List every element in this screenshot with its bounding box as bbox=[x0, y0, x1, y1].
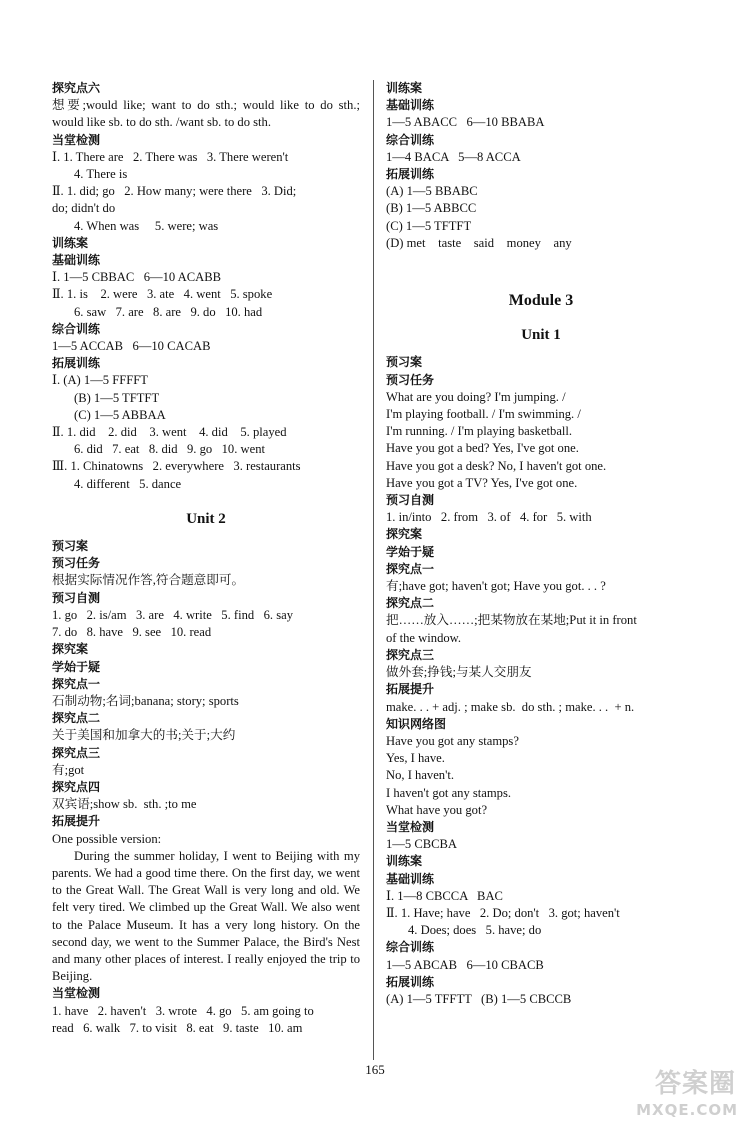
answer-line: (A) 1—5 TFFTT (B) 1—5 CBCCB bbox=[386, 991, 572, 1006]
answer-line: 7. do 8. have 9. see 10. read bbox=[52, 625, 212, 640]
section-heading: 基础训练 bbox=[386, 871, 435, 886]
section-heading: 预习自测 bbox=[52, 590, 101, 605]
answer-line: 1—5 ABCAB 6—10 CBACB bbox=[386, 957, 544, 972]
section-heading: 综合训练 bbox=[386, 940, 435, 955]
section-heading: 探究点一 bbox=[52, 676, 101, 691]
answer-line: One possible version: bbox=[52, 831, 162, 846]
essay-paragraph: During the summer holiday, I went to Beijing with my parents. We had a good time there. On the first day, we went to the Great Wall. The Great Wall is very long and old. We felt very tired. We climbed up the Great Wall. We also went to the Palace Museum. It has a very long history. On the second day, we went to the Summer Palace, the Bird's Nest and many other places of interest. I really enjoyed the trip to Beijing. bbox=[52, 848, 360, 984]
section-heading: 探究点二 bbox=[386, 596, 435, 611]
left-column bbox=[52, 80, 360, 1037]
answer-line: Have you got a desk? No, I haven't got one. bbox=[386, 458, 607, 473]
answer-line: What have you got? bbox=[386, 802, 488, 817]
answer-line: do; didn't do bbox=[52, 201, 116, 216]
section-heading: 预习任务 bbox=[386, 372, 435, 387]
section-heading: 训练案 bbox=[52, 235, 89, 250]
answer-line: (C) 1—5 ABBAA bbox=[74, 407, 166, 422]
answer-line: 4. There is bbox=[74, 167, 128, 182]
answer-line: No, I haven't. bbox=[386, 768, 455, 783]
answer-line: 6. saw 7. are 8. are 9. do 10. had bbox=[74, 304, 263, 319]
section-heading: 训练案 bbox=[386, 854, 423, 869]
section-heading: 当堂检测 bbox=[386, 819, 435, 834]
answer-line: 关于美国和加拿大的书;关于;大约 bbox=[52, 728, 236, 743]
answer-line: What are you doing? I'm jumping. / bbox=[386, 389, 566, 404]
section-heading: 预习案 bbox=[386, 355, 423, 370]
answer-line: (B) 1—5 TFTFT bbox=[74, 390, 160, 405]
section-heading: 拓展训练 bbox=[386, 167, 435, 182]
answer-line: I'm running. / I'm playing basketball. bbox=[386, 424, 573, 439]
answer-line: 4. When was 5. were; was bbox=[74, 218, 219, 233]
answer-line: Ⅰ. 1—8 CBCCA BAC bbox=[386, 888, 503, 903]
section-heading: 基础训练 bbox=[386, 98, 435, 113]
page-number: 165 bbox=[365, 1062, 385, 1077]
answer-line: 4. Does; does 5. have; do bbox=[408, 923, 542, 938]
answer-line: 4. different 5. dance bbox=[74, 476, 182, 491]
answer-line: 做外套;挣钱;与某人交朋友 bbox=[386, 665, 532, 680]
section-heading: 探究案 bbox=[386, 527, 423, 542]
answer-line: Ⅰ. 1. There are 2. There was 3. There weren't bbox=[52, 149, 289, 164]
answer-line: Ⅱ. 1. is 2. were 3. ate 4. went 5. spoke bbox=[52, 287, 273, 302]
answer-line: read 6. walk 7. to visit 8. eat 9. taste 10. am bbox=[52, 1020, 303, 1035]
right-column bbox=[386, 80, 696, 1008]
section-heading: 预习案 bbox=[52, 539, 89, 554]
answer-line: Have you got a TV? Yes, I've got one. bbox=[386, 475, 578, 490]
answer-line: 1. in/into 2. from 3. of 4. for 5. with bbox=[386, 510, 592, 525]
watermark-url: MXQE.COM bbox=[636, 1101, 738, 1119]
answer-line: 1. go 2. is/am 3. are 4. write 5. find 6. say bbox=[52, 607, 293, 622]
answer-line: 1—5 CBCBA bbox=[386, 837, 458, 852]
answer-line: Ⅲ. 1. Chinatowns 2. everywhere 3. restaurants bbox=[52, 459, 301, 474]
watermark bbox=[602, 1063, 742, 1119]
section-heading: 预习自测 bbox=[386, 493, 435, 508]
unit-title: Unit 1 bbox=[521, 327, 561, 344]
answer-line: (A) 1—5 BBABC bbox=[386, 184, 478, 199]
section-heading: 探究点三 bbox=[52, 745, 101, 760]
answer-line: 把……放入……;把某物放在某地;Put it in front bbox=[386, 613, 637, 628]
answer-line: 双宾语;show sb. sth. ;to me bbox=[52, 797, 197, 812]
answer-line: (C) 1—5 TFTFT bbox=[386, 218, 472, 233]
section-heading: 学始于疑 bbox=[52, 659, 101, 674]
answer-line: 1—5 ABACC 6—10 BBABA bbox=[386, 115, 545, 130]
answer-line: 根据实际情况作答,符合题意即可。 bbox=[52, 573, 245, 588]
section-heading: 探究点一 bbox=[386, 561, 435, 576]
answer-line: Have you got any stamps? bbox=[386, 733, 519, 748]
section-heading: 知识网络图 bbox=[386, 716, 447, 731]
answer-line: Yes, I have. bbox=[386, 751, 445, 766]
section-heading: 当堂检测 bbox=[52, 132, 101, 147]
section-heading: 探究点六 bbox=[52, 81, 101, 95]
answer-line: 有;got bbox=[52, 762, 85, 777]
answer-paragraph: 想要;would like; want to do sth.; would like to do sth.; would like sb. to do sth. /want sb. to do sth. bbox=[52, 98, 360, 130]
section-heading: 拓展训练 bbox=[52, 356, 101, 371]
answer-line: 石制动物;名词;banana; story; sports bbox=[52, 693, 239, 708]
column-divider bbox=[373, 80, 374, 1060]
answer-line: make. . . + adj. ; make sb. do sth. ; make. . . + n. bbox=[386, 699, 635, 714]
answer-line: of the window. bbox=[386, 630, 462, 645]
watermark-logo: 答案圈 bbox=[654, 1069, 736, 1099]
unit-title: Unit 2 bbox=[186, 510, 226, 527]
section-heading: 学始于疑 bbox=[386, 544, 435, 559]
section-heading: 探究案 bbox=[52, 642, 89, 657]
answer-line: 1—4 BACA 5—8 ACCA bbox=[386, 149, 521, 164]
answer-line: 6. did 7. eat 8. did 9. go 10. went bbox=[74, 442, 265, 457]
section-heading: 训练案 bbox=[386, 81, 423, 95]
section-heading: 当堂检测 bbox=[52, 986, 101, 1001]
section-heading: 探究点四 bbox=[52, 779, 101, 794]
answer-line: I'm playing football. / I'm swimming. / bbox=[386, 407, 581, 422]
section-heading: 探究点三 bbox=[386, 647, 435, 662]
section-heading: 拓展提升 bbox=[386, 682, 435, 697]
answer-line: 1. have 2. haven't 3. wrote 4. go 5. am going to bbox=[52, 1003, 314, 1018]
answer-line: Ⅰ. (A) 1—5 FFFFT bbox=[52, 373, 148, 388]
answer-line: I haven't got any stamps. bbox=[386, 785, 512, 800]
answer-line: Ⅰ. 1—5 CBBAC 6—10 ACABB bbox=[52, 270, 222, 285]
section-heading: 探究点二 bbox=[52, 711, 101, 726]
section-heading: 综合训练 bbox=[52, 321, 101, 336]
module-title: Module 3 bbox=[508, 292, 574, 310]
answer-line: 1—5 ACCAB 6—10 CACAB bbox=[52, 339, 211, 354]
section-heading: 基础训练 bbox=[52, 253, 101, 268]
answer-line: Have you got a bed? Yes, I've got one. bbox=[386, 441, 579, 456]
answer-line: Ⅱ. 1. did; go 2. How many; were there 3. Did; bbox=[52, 184, 297, 199]
section-heading: 预习任务 bbox=[52, 556, 101, 571]
answer-line: 有;have got; haven't got; Have you got. . . ? bbox=[386, 579, 606, 594]
answer-line: Ⅱ. 1. Have; have 2. Do; don't 3. got; haven't bbox=[386, 905, 620, 920]
answer-line: (B) 1—5 ABBCC bbox=[386, 201, 477, 216]
section-heading: 拓展训练 bbox=[386, 974, 435, 989]
answer-line: (D) met taste said money any bbox=[386, 235, 572, 250]
section-heading: 综合训练 bbox=[386, 132, 435, 147]
answer-line: Ⅱ. 1. did 2. did 3. went 4. did 5. played bbox=[52, 425, 287, 440]
section-heading: 拓展提升 bbox=[52, 814, 101, 829]
